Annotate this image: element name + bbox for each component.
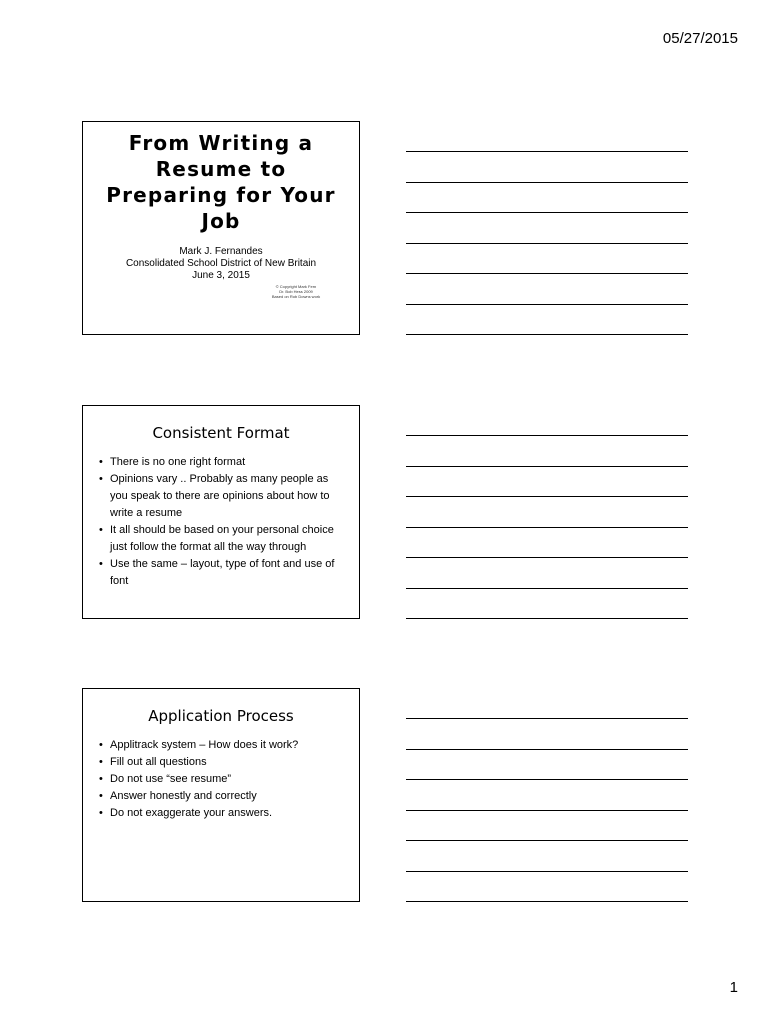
slide-heading: Application Process (148, 707, 294, 725)
note-line (406, 779, 688, 780)
note-line (406, 840, 688, 841)
note-line (406, 435, 688, 436)
presentation-date: June 3, 2015 (192, 270, 250, 281)
print-date: 05/27/2015 (662, 30, 738, 47)
bullet-item: • Applitrack system – How does it work? (99, 737, 345, 754)
bullet-item: • Do not use “see resume” (99, 771, 345, 788)
slide-consistent-format (82, 405, 360, 619)
slide-title (82, 121, 360, 335)
note-line (406, 243, 688, 244)
note-line (406, 718, 688, 719)
note-line (406, 810, 688, 811)
note-line (406, 557, 688, 558)
note-line (406, 871, 688, 872)
bullet-item: • It all should be based on your personal choice just follow the format all the way through (99, 522, 345, 556)
copyright-line: Dr. Bob Hess 2009 (279, 289, 313, 294)
note-line (406, 182, 688, 183)
slide-application-process (82, 688, 360, 902)
bullet-list (83, 737, 359, 822)
note-line (406, 749, 688, 750)
author-organization: Consolidated School District of New Britain (125, 258, 317, 269)
author-block (83, 246, 359, 282)
note-line (406, 618, 688, 619)
copyright-note (233, 284, 359, 299)
note-line (406, 901, 688, 902)
bullet-list (83, 454, 359, 590)
author-name: Mark J. Fernandes (179, 246, 263, 257)
note-line (406, 151, 688, 152)
bullet-item: • Fill out all questions (99, 754, 345, 771)
copyright-line: © Copyright Mark Fern (275, 284, 317, 289)
note-line (406, 496, 688, 497)
note-line (406, 334, 688, 335)
note-line (406, 527, 688, 528)
bullet-item: • Do not exaggerate your answers. (99, 805, 345, 822)
copyright-line: Based on Rob Downs work (271, 294, 321, 299)
page-number: 1 (729, 979, 738, 996)
bullet-item: • Opinions vary .. Probably as many people as you speak to there are opinions about how to write a resume (99, 471, 345, 522)
note-line (406, 466, 688, 467)
bullet-item: • There is no one right format (99, 454, 345, 471)
slide-heading: Consistent Format (152, 424, 290, 442)
note-line (406, 304, 688, 305)
note-line (406, 212, 688, 213)
note-line (406, 588, 688, 589)
bullet-item: • Use the same – layout, type of font and use of font (99, 556, 345, 590)
slide-title-heading: From Writing a Resume to Preparing for Your Job (106, 131, 336, 233)
note-line (406, 273, 688, 274)
bullet-item: • Answer honestly and correctly (99, 788, 345, 805)
